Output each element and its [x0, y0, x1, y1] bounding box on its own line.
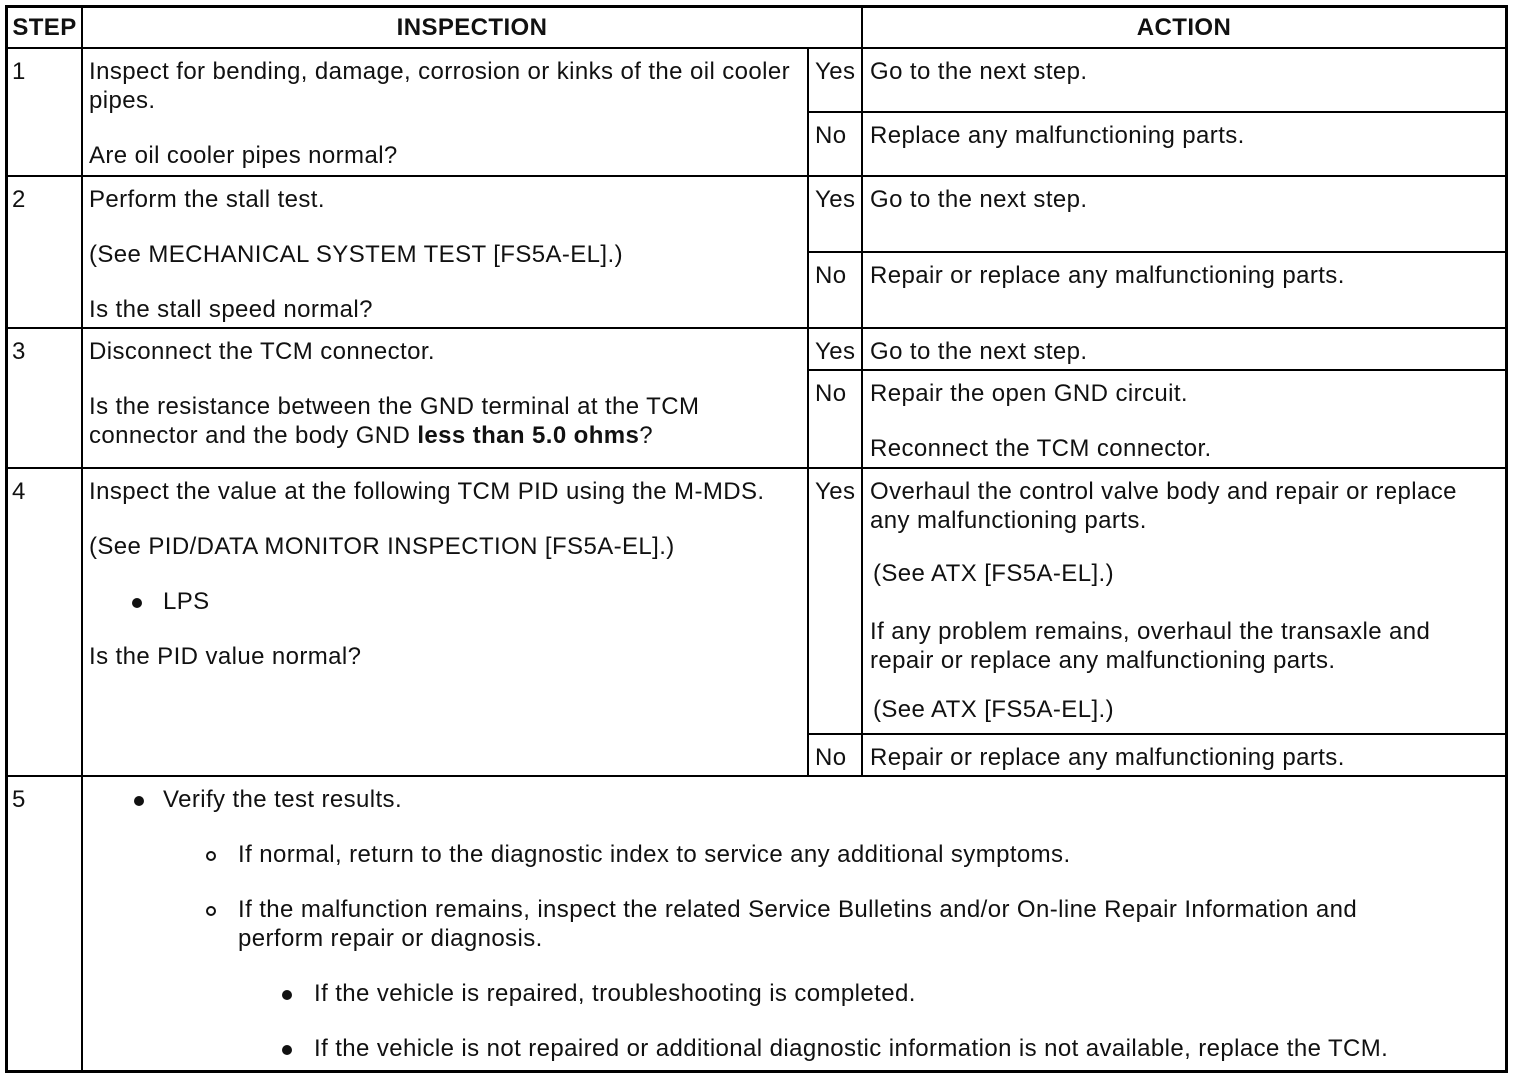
step-5-subsublist [89, 979, 1408, 1063]
step-1-yes-action [863, 49, 1505, 113]
list-item [89, 979, 1464, 1008]
step-4-yes-action-text-2: If any problem remains, overhaul the transaxle and repair or replace any malfunctioning parts. [870, 618, 1431, 674]
step-2-inspection-question: Is the stall speed normal? [89, 296, 373, 323]
step-1-inspection [83, 49, 809, 177]
step-3-number: 3 [8, 329, 83, 469]
step-2-no-action-text: Repair or replace any malfunctioning parts. [870, 262, 1345, 289]
step-4-yes-action-reference-2: (See ATX [FS5A-EL].) [873, 696, 1114, 723]
step-4-no-action-text: Repair or replace any malfunctioning parts. [870, 744, 1345, 771]
step-4-yes-action-reference: (See ATX [FS5A-EL].) [873, 560, 1114, 587]
header-action: ACTION [863, 8, 1505, 49]
header-step: STEP [8, 8, 83, 49]
diagnostic-table [5, 5, 1508, 1073]
step-2-yes-label: Yes [809, 177, 863, 253]
list-item [89, 587, 801, 616]
step-2-inspection-reference: (See MECHANICAL SYSTEM TEST [FS5A-EL].) [89, 241, 623, 268]
step-4-yes-action [863, 469, 1505, 735]
step-3-question-threshold: less than 5.0 ohms [417, 422, 640, 449]
step-3-inspection [83, 329, 809, 469]
step-5-subsubitem-text: If the vehicle is repaired, troubleshooting is completed. [314, 980, 916, 1007]
step-5-subsubitem-text: If the vehicle is not repaired or additional diagnostic information is not available, replace the TCM. [314, 1035, 1389, 1062]
step-4-number: 4 [8, 469, 83, 777]
step-2-inspection-text: Perform the stall test. [89, 186, 325, 213]
list-item [89, 1034, 1464, 1063]
header-inspection: INSPECTION [83, 8, 863, 49]
step-4-inspection-question: Is the PID value normal? [89, 643, 362, 670]
list-item [89, 785, 1505, 1063]
step-3-no-action [863, 371, 1505, 469]
step-5-subitem-text: If the malfunction remains, inspect the related Service Bulletins and/or On-line Repair Information and perform repair or diagnosis. [238, 896, 1358, 952]
step-3-question-mark: ? [639, 422, 654, 449]
step-5-subitem-text: If normal, return to the diagnostic index to service any additional symptoms. [238, 841, 1071, 868]
bullet-icon [282, 1045, 292, 1055]
bullet-icon [134, 796, 144, 806]
step-1-no-label: No [809, 113, 863, 177]
pid-item-label: LPS [163, 588, 210, 615]
step-4-no-label: No [809, 735, 863, 777]
step-1-inspection-text: Inspect for bending, damage, corrosion or kinks of the oil cooler pipes. [89, 58, 791, 114]
step-5-inspection [83, 777, 1505, 1070]
list-item [89, 895, 1408, 1063]
step-1-yes-action-text: Go to the next step. [870, 58, 1088, 85]
step-1-number: 1 [8, 49, 83, 177]
step-3-yes-label: Yes [809, 329, 863, 371]
step-2-number: 2 [8, 177, 83, 329]
step-4-yes-action-text: Overhaul the control valve body and repair or replace any malfunctioning parts. [870, 478, 1457, 534]
bullet-icon [132, 598, 142, 608]
step-3-inspection-text: Disconnect the TCM connector. [89, 338, 435, 365]
circle-bullet-icon [206, 906, 216, 916]
step-1-no-action [863, 113, 1505, 177]
step-5-item-text: Verify the test results. [163, 786, 403, 813]
step-1-inspection-question: Are oil cooler pipes normal? [89, 142, 398, 169]
step-5-sublist [89, 840, 1505, 1063]
step-4-pid-list [89, 587, 801, 616]
step-3-no-label: No [809, 371, 863, 469]
step-3-inspection-question [89, 392, 801, 450]
step-3-no-action-text-2: Reconnect the TCM connector. [870, 435, 1212, 462]
step-4-no-action [863, 735, 1505, 777]
bullet-icon [282, 990, 292, 1000]
step-5-list [89, 785, 1505, 1063]
step-5-number: 5 [8, 777, 83, 1070]
list-item [89, 840, 1408, 869]
step-1-yes-label: Yes [809, 49, 863, 113]
step-3-yes-action-text: Go to the next step. [870, 338, 1088, 365]
step-2-yes-action-text: Go to the next step. [870, 186, 1088, 213]
step-3-no-action-text: Repair the open GND circuit. [870, 380, 1188, 407]
step-3-question-text: Is the resistance between the GND terminal at the TCM connector and the body GND [89, 393, 700, 449]
step-4-inspection [83, 469, 809, 777]
circle-bullet-icon [206, 851, 216, 861]
step-4-inspection-reference: (See PID/DATA MONITOR INSPECTION [FS5A-EL].) [89, 533, 675, 560]
step-4-inspection-text: Inspect the value at the following TCM PID using the M-MDS. [89, 478, 765, 505]
step-2-inspection [83, 177, 809, 329]
step-3-yes-action [863, 329, 1505, 371]
step-2-yes-action [863, 177, 1505, 253]
step-4-yes-label: Yes [809, 469, 863, 735]
step-2-no-label: No [809, 253, 863, 329]
step-1-no-action-text: Replace any malfunctioning parts. [870, 122, 1245, 149]
step-2-no-action [863, 253, 1505, 329]
